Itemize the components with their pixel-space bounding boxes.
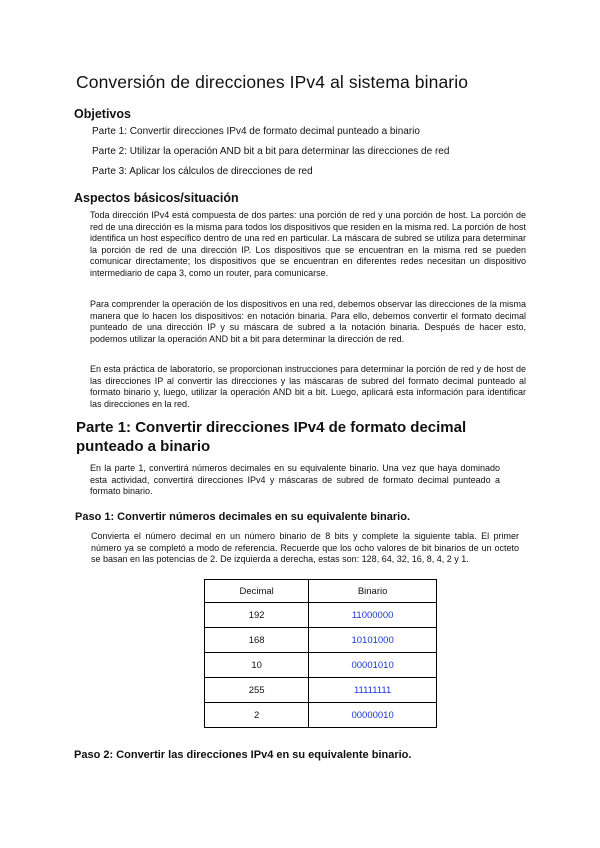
paso2-heading: Paso 2: Convertir las direcciones IPv4 en su equivalente binario. — [74, 749, 412, 761]
decimal-cell: 10 — [205, 653, 309, 678]
table-row — [205, 603, 437, 628]
binary-cell: 00000010 — [309, 703, 437, 728]
parte1-intro: En la parte 1, convertirá números decimales en su equivalente binario. Una vez que haya dominado esta actividad, convertirá direcciones IPv4 y máscaras de subred de formato decimal punteado a formato binario. — [90, 463, 500, 497]
binary-cell: 11000000 — [309, 603, 437, 628]
decimal-cell: 255 — [205, 678, 309, 703]
table-header-row — [205, 580, 437, 603]
table-row — [205, 628, 437, 653]
decimal-cell: 192 — [205, 603, 309, 628]
document-title: Conversión de direcciones IPv4 al sistema binario — [76, 72, 469, 92]
objetivo-item: Parte 2: Utilizar la operación AND bit a bit para determinar las direcciones de red — [92, 146, 450, 157]
paso1-text: Convierta el número decimal en un número binario de 8 bits y complete la siguiente tabla. El primer número ya se completó a modo de referencia. Recuerde que los ocho valores de bit binarios de un octeto se basan en las potencias de 2. De izquierda a derecha, estas son: 128, 64, 32, 16, 8, 4, 2 y 1. — [91, 531, 519, 565]
table-header: Decimal — [205, 580, 309, 603]
objetivos-heading: Objetivos — [74, 107, 131, 121]
binary-cell: 10101000 — [309, 628, 437, 653]
objetivo-item: Parte 3: Aplicar los cálculos de direcciones de red — [92, 166, 313, 177]
aspectos-paragraph: Para comprender la operación de los dispositivos en una red, debemos observar las direcciones de la misma manera que lo hacen los dispositivos: en notación binaria. Para ello, debemos convertir el formato decimal punteado de una dirección IP y su máscara de subred a la notación binaria. Después de hacer esto, podemos utilizar la operación AND bit a bit para determinar la dirección de red. — [90, 299, 526, 344]
table-row — [205, 653, 437, 678]
aspectos-heading: Aspectos básicos/situación — [74, 191, 239, 205]
paso1-heading: Paso 1: Convertir números decimales en su equivalente binario. — [75, 511, 410, 523]
parte1-heading: Parte 1: Convertir direcciones IPv4 de formato decimal punteado a binario — [76, 419, 467, 455]
conversion-table — [204, 579, 437, 728]
binary-cell: 11111111 — [309, 678, 437, 703]
aspectos-paragraph: En esta práctica de laboratorio, se proporcionan instrucciones para determinar la porción de red y de host de las direcciones IP al convertir las direcciones y las máscaras de subred del formato decimal punteado al formato binario y, luego, utilizar la operación AND bit a bit. Luego, aplicará esta información para identificar las direcciones en la red. — [90, 364, 526, 409]
objetivo-item: Parte 1: Convertir direcciones IPv4 de formato decimal punteado a binario — [92, 126, 420, 137]
binary-cell: 00001010 — [309, 653, 437, 678]
table-row — [205, 678, 437, 703]
table-row — [205, 703, 437, 728]
aspectos-paragraph: Toda dirección IPv4 está compuesta de dos partes: una porción de red y una porción de host. La porción de red de una dirección es la misma para todos los dispositivos que residen en la misma red. La porción de host identifica un host específico dentro de una red en particular. La máscara de subred se utiliza para determinar la porción de red de una dirección IP. Los dispositivos que se encuentran en la misma red se pueden comunicar directamente; los dispositivos que se encuentran en diferentes redes necesitan un dispositivo intermediario de capa 3, como un router, para comunicarse. — [90, 210, 526, 278]
table-header: Binario — [309, 580, 437, 603]
decimal-cell: 168 — [205, 628, 309, 653]
decimal-cell: 2 — [205, 703, 309, 728]
